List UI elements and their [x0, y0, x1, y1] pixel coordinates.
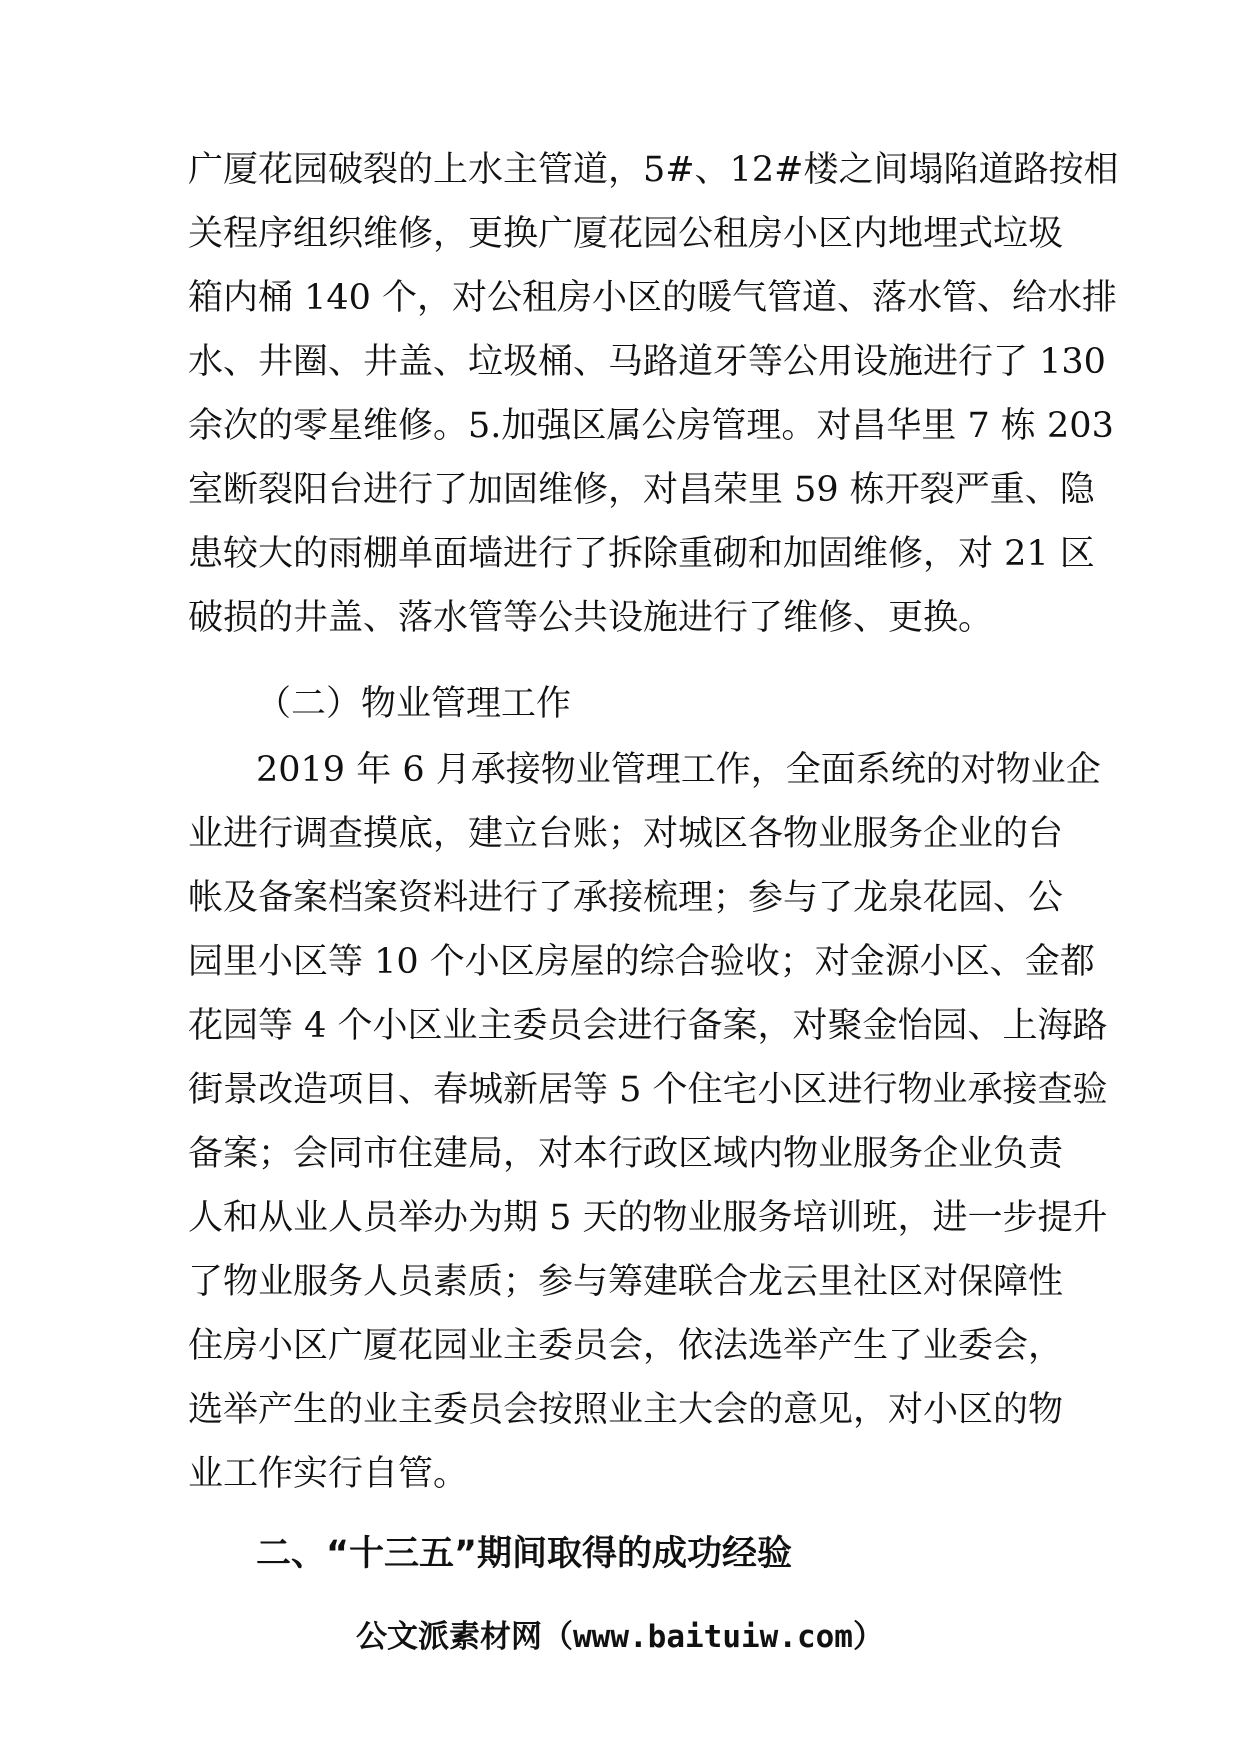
paragraph-property-maintenance [188, 138, 1119, 650]
paragraph-line: 余次的零星维修。5.加强区属公房管理。对昌华里 7 栋 203 [188, 406, 1114, 446]
paragraph-line: 业进行调查摸底，建立台账；对城区各物业服务企业的台 [188, 814, 1064, 854]
paragraph-line: 业工作实行自管。 [188, 1454, 469, 1494]
paragraph-line: 人和从业人员举办为期 5 天的物业服务培训班，进一步提升 [188, 1198, 1108, 1238]
paragraph-line: 选举产生的业主委员会按照业主大会的意见，对小区的物 [188, 1390, 1064, 1430]
section-heading: 二、“十三五”期间取得的成功经验 [256, 1534, 793, 1574]
section-subheading: （二）物业管理工作 [256, 684, 572, 724]
paragraph-line: 2019 年 6 月承接物业管理工作，全面系统的对物业企 [256, 750, 1101, 790]
paragraph-line: 箱内桶 140 个，对公租房小区的暖气管道、落水管、给水排 [188, 278, 1118, 318]
paragraph-line: 花园等 4 个小区业主委员会进行备案，对聚金怡园、上海路 [188, 1006, 1108, 1046]
paragraph-line: 室断裂阳台进行了加固维修，对昌荣里 59 栋开裂严重、隐 [188, 470, 1095, 510]
paragraph-line: 备案；会同市住建局，对本行政区域内物业服务企业负责 [188, 1134, 1064, 1174]
paragraph-line: 水、井圈、井盖、垃圾桶、马路道牙等公用设施进行了 130 [188, 342, 1106, 382]
paragraph-line: 了物业服务人员素质；参与筹建联合龙云里社区对保障性 [188, 1262, 1064, 1302]
paragraph-line: 广厦花园破裂的上水主管道，5#、12#楼之间塌陷道路按相 [188, 150, 1119, 190]
paragraph-line: 破损的井盖、落水管等公共设施进行了维修、更换。 [188, 598, 994, 638]
paragraph-line: 帐及备案档案资料进行了承接梳理；参与了龙泉花园、公 [188, 878, 1064, 918]
paragraph-line: 园里小区等 10 个小区房屋的综合验收；对金源小区、金都 [188, 942, 1095, 982]
footer-watermark: 公文派素材网（www.baituiw.com） [356, 1619, 884, 1655]
paragraph-line: 关程序组织维修，更换广厦花园公租房小区内地埋式垃圾 [188, 214, 1064, 254]
paragraph-line: 患较大的雨棚单面墙进行了拆除重砌和加固维修，对 21 区 [188, 534, 1095, 574]
paragraph-property-management [188, 738, 1108, 1506]
paragraph-line: 住房小区广厦花园业主委员会，依法选举产生了业委会， [188, 1326, 1064, 1366]
paragraph-line: 街景改造项目、春城新居等 5 个住宅小区进行物业承接查验 [188, 1070, 1108, 1110]
